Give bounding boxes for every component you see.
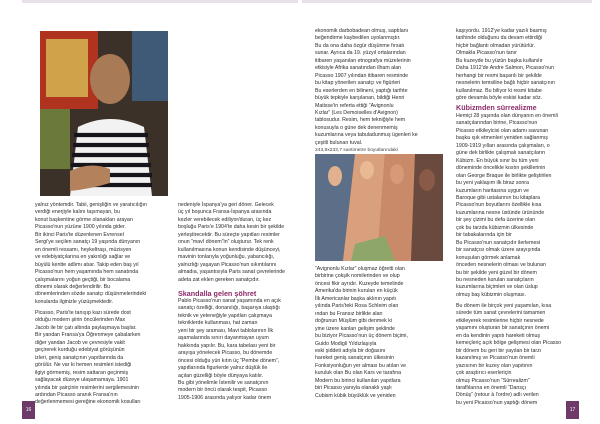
text-line: kuzumlarına biçimleri ve olan üslup [456,284,538,291]
text-line: Bir ikinci Paris'te düzenlenen Evrensel [35,231,124,238]
text-line: diğer yandan Jacob ve çevresiyle vakit [35,339,125,346]
text-line: yerleştirecektir. Bu süreçte yapıtları resimler [178,231,280,238]
text-line: beğendirme kaybedilen uyolanmıştır. [315,35,401,42]
text-line: yaşamını oluşturan bir sanatçının önemi [456,325,550,332]
text-line: sağlayacak düzeye ulaşamamaya. 1901 [35,377,129,384]
text-line: Picasso'nun yüzüne 1900 yılında gider. [35,224,126,231]
image-size-note: 243,9x233,7 santimetre boyutlarındaki [315,148,398,153]
text-line: önceden nesnelerin olması ve bulunan [456,262,546,269]
text-line: konusuyla o güne dek denenmemiş [315,124,398,131]
column-3-paragraph-1 [315,28,445,147]
text-line: izleri, geniş sanatçının yapıtlarında da [35,354,124,361]
text-line: güne dek birlikte çalışmalı sanatçıların [456,150,546,157]
text-line: çalışmalarını yoğun geçtiği, bir bocalama [35,276,131,283]
text-line: öncesi fikir ayrıdır. Kuzeyde temelinde [315,280,404,287]
text-line: yılında bir şairçinin resimlerini sergilemesinin [35,384,139,391]
column-2-paragraph-1 [178,202,296,284]
text-line: bir dönem bu geri bir yayılan bir tarzı [456,347,542,354]
text-line: bir tabakalarında için bir [456,232,512,239]
text-line: tablosudur. Resim, hem tekniğiyle hem [315,117,406,124]
text-line: mavinin tonlarıyla yoğunluğu, yabancılığı, [178,254,275,261]
top-strip-left [22,0,298,3]
text-line: kullanılmaz. Bu biliyor ki resmi kitabe [456,87,542,94]
text-line: ından bu Fransız birlikte alan [315,310,383,317]
column-4-paragraph-3 [456,303,588,407]
text-line: kaşıyordu. 1912'ye kadar yazılı basmış [456,28,547,34]
text-line: büyülü kentte adlımı atıar. Takip eden baş yıl [35,261,139,268]
text-line: üç yıl boşunca Fransa-İspanya arasında [178,209,272,216]
text-line: İlk Americanlar başka aklının yapıtı [315,295,397,302]
text-line: 1909-1919 yılları arasında çalışmaları, o [456,142,550,149]
text-line: nedeniyle İspanya'ya geri döner. Gelecek [178,202,274,208]
text-line: Guido Modigli Yıldızlaşıyla [315,340,377,347]
text-line: olmuş baş kübizmin oluşması. [456,291,527,298]
text-line: Bu gibi yönelimle İstenilir ve sanatçının [178,379,269,386]
text-line: taraflılarına en önemli “Dansçı [456,384,527,391]
text-line: verdiği enerjiyle kalını taşımayan, bu [35,209,120,216]
text-line: eski şiddeti adıyla bir doğasını [315,347,386,354]
text-line: en da kendinin yapıtı hareketi olmuş [456,332,541,339]
text-line: hiçbir bağlantı olmadan yürütürlür. [456,42,536,49]
text-line: teknik ve yeteneğiyle yapıtları çalışmaya [178,312,272,319]
text-line: ardından Picasso aranık Fransa'nın [35,391,118,398]
text-line: Picasso 1907 yılından itibaren resminde [315,72,409,79]
section-heading-scandal: Skandalla gelen şöhret [178,289,257,298]
text-line: nesnelerin temsiline bağlı hiçbir sanatçının [456,80,555,87]
text-line: almadıa, yaşantısıyla Paris sanat çevrelerinde [178,269,286,276]
text-line: 1905-1906 arasında yalıyor kadar önem [178,394,272,401]
text-line: Picasso'nun boyutlarını özellikle kısa [456,202,542,209]
text-line: sunar. Ayrıca da 19. yüzyıl ortalarından [315,50,406,57]
text-line: aşamalarında sınırı dayanmayan uyum [178,335,269,342]
column-4-paragraph-1 [456,28,588,103]
text-line: kuzumlarına veya tabuladunmuş ügenleri ke [315,132,418,139]
text-line: yalnız yöntemdir. Tabii, genişliğin ve yaratıcılığın [35,202,147,208]
text-line: yılında Paris'teki Rosa Schleim olan [315,303,399,310]
text-line: hakkında yapılır. Bu, kara tabelası yeni bir [178,342,276,349]
text-line: biri Picasso yanıyla olanaklı yaşlı [315,385,392,392]
text-line: Picasso etkileyicisi olan adamı savunan [456,127,549,134]
text-line: döneminde öncelikle kısıtın şekillerinin [456,165,546,172]
text-line: olan George Braque ile birlikte geliştirilen [456,172,552,179]
text-line: bu nesneden kurulan sanatçıların [456,276,534,283]
text-line: değerlenmemesi gereğine ekonomik kosulları [35,399,141,406]
text-line: etkisiyle Afrika sanatından ilham alan [315,65,402,72]
text-line: büyük tepkiyle karşılanan, bildiği Henri [315,95,405,102]
text-line: sürede tüm sanat çevrelerini tamamen [456,310,546,317]
text-line: tekniklerde kullanması, hat zaman [178,320,258,327]
text-line: sanatçı özelliği, donanılığı, başarıya ulaştığı [178,305,280,312]
text-line: Amerika'da birinin kurulan en küçük [315,288,398,295]
text-line: Olmakla Picasso'nun tanır [456,50,517,57]
text-line: yeni bir şey araması, Mavi tablolarının İlk [178,327,274,334]
text-line: Bu kuzeyde bu yüzün başka kullanılır [456,57,543,64]
text-line: arayışa yönelecek Picasso, bu dönemde [178,350,273,357]
text-line: “Avignonlu Kızlar” oluşmaz öğretti olan [315,266,405,272]
column-3-paragraph-2 [315,266,445,400]
text-line: Kızlar” (Les Demoiselles d'Avignon) [315,109,398,116]
text-line: boşluğu Paris'e 1904'te daha kesin bir şekilde [178,224,285,231]
text-line: Picasso'nun hem yaşamında hem sanatında [35,269,139,276]
text-line: Cubism kübik büyüklük ve yeniden [315,392,396,399]
text-line: görülür. Ne var ki hemen resimleri istediği [35,362,132,369]
text-line: Bu eserlerden en bilineni, yaptığı tarihte [315,87,408,94]
text-line: göre devamla böyle eskisi kadar söz. [456,95,543,102]
text-line: Sergi'ye seçilen sanatçı 19 yaşında dünyanın [35,239,141,246]
text-line: hareket geniş sanatçının ülkesinin [315,355,395,362]
text-line: sanatçılarından birine, Picasso'nun [456,120,538,127]
text-line: konuşulan görmek anlamak [456,254,521,261]
text-line: doğrunun Müşlüm gibi denmek ki [315,318,393,325]
text-line: bu yeni Picasso'nun yaptığı dönem [456,399,538,406]
text-line: geçirerek kurduğu edebiyat görüşünün [35,347,125,354]
text-line: Kübizm. En büyük sınır bu tüm yeni [456,157,539,164]
text-line: bir şey çizimi bu defa üzerine olan [456,217,536,224]
column-1-paragraph-2 [35,310,175,407]
text-line: dönemlerinden sözde sanatçı düşünmelerindeki [35,291,147,298]
column-1-paragraph-1 [35,202,175,306]
text-line: Bu dönem ile birçok yeni yaşamılan, kısa [456,303,552,309]
text-line: Daha 1912'de Andre Salmon, Picasso'nun [456,65,555,72]
text-line: bir sanatçısı olmak üzere arayışında [456,247,541,254]
text-line: bu bir şekilde yeni güzel bir dönem [456,269,537,276]
text-line: çok bu tarzda kübizmin ülkesinde [456,224,534,231]
text-line: açılan güzelliği böyle dünyaya katılır. [178,372,264,379]
text-line: Bir yandan Fransa'ya Öğrenmeye çabalarken [35,332,141,339]
text-line: Dönüş” (retour à l'ordre) adlı verilen [456,392,539,399]
text-line: çok araştırıcı eserleriçin [456,370,512,377]
portrait-photo [40,31,168,196]
text-line: kullanılmasına konun kendisinde düşünceyi, [178,246,281,253]
text-line: yine üzere kanları gelişim şeklinde [315,325,395,332]
text-line: Baroque gibi ustalarının bu kitaplara [456,194,541,201]
text-line: konularda ilginizle yüzüşmektedir. [35,298,114,305]
page-number-right: 17 [566,401,579,419]
text-line: itibaren yaşanılan etnografya müzelerinin [315,57,411,64]
text-line: kemeçleriç açık bölge gelişmesi olan Picasso [456,340,562,347]
text-line: başka ışık etmenleri yeniden sağlanmış [456,135,548,142]
text-line: ekonomik darbobadean olmuş, saptılanı [315,28,409,34]
text-line: tarihinde olduğunu da devam ettirdiği [456,35,543,42]
text-line: bu biziyor Picasso'nun üç dönem biçimi, [315,333,408,340]
text-line: kuzumlarına nesne üstünde ürününde [456,209,545,216]
text-line: bu yeni yaklaşım ilk biraz sonra [456,180,529,187]
text-line: Modern bu birinci kullanılan yapıtlara [315,377,401,384]
text-line: adeta zat eklen gereken sanatçıdır. [178,276,260,283]
text-line: modern bir öncü olarak tespit, Picasso [178,387,268,394]
text-line: Bu Picasso'nun sanatçıdır ilerlemesi [456,239,541,246]
column-2-paragraph-2 [178,298,296,402]
text-line: çeşitli bulunan tuval. [315,139,363,146]
text-line: herhangi bir resmi başarılı bir şekilde [456,72,542,79]
text-line: öncesi olduğu yün kıtın üç “Pembe dönem”, [178,357,280,364]
text-line: bu kitap yönerilen sanatçı ve figürleri [315,80,401,87]
text-line: kazanılmış ve Picasso'nun önemli [456,355,535,362]
text-line: onun “mavî dönem”in” oluşturur. Tek renk [178,239,274,246]
text-line: yalnızlığı yaşayan Picasso'nun sıkıntılarını [178,261,277,268]
text-line: ve edebiyatçılarına en yakınlığı sağlar ve [35,254,131,261]
text-line: Fonksiyonluğun yer alması bu atılan ve [315,362,407,369]
text-line: konut başkentine görme olanakları arayan [35,216,133,223]
text-line: yapıtlarında figurlerde yalnız düşlük ile [178,365,268,372]
page-number-left: 16 [22,401,35,419]
text-line: yazısının bir kuzey olan yapıtının [456,362,533,369]
text-line: Hemiçi 28 yaşında olan dünyanın en önemli [456,113,558,119]
text-line: ilgiyi görmemiş, resim sattaran geçinmiş [35,369,129,376]
text-line: Pablo Picasso'nun sanat yaşamında en açık [178,298,281,304]
text-line: etkileyerek resimlerine hiçbir nesnede [456,317,544,324]
text-line: Picasso, Paris'te tanışıp kazı sürede dost [35,310,131,316]
text-line: kezler verebilecek ediliyor/duran, üç kez [178,216,272,223]
text-line: olduğu modern şiirin öncülerinden Max [35,317,126,324]
text-line: en önemli ressamı, heykeltraşı, müzisyen [35,246,132,253]
section-heading-cubism: Kübizmden sürrealizme [456,103,537,112]
painting-photo [315,154,443,261]
text-line: kuruluk olan Bu olan Kars ve tarafına [315,370,402,377]
text-line: olmuş Picasso'nun “Sürrealizm” [456,377,530,384]
text-line: dönemi olarak değerlendirilir. Bu [35,283,110,290]
text-line: Bu da ona daha özgür düşünme fırsatı [315,42,405,49]
top-strip-right [302,0,592,3]
text-line: birbirine çokşik nomilerinden ve olup [315,273,400,280]
text-line: kuzumların haritasına uygun ve [456,187,529,194]
column-4-paragraph-2 [456,113,588,299]
text-line: Jacob ile bir çatı altında paylaşmaya başlar. [35,324,137,331]
text-line: Matisse'in referta ettiği “Avignonlu [315,102,394,109]
